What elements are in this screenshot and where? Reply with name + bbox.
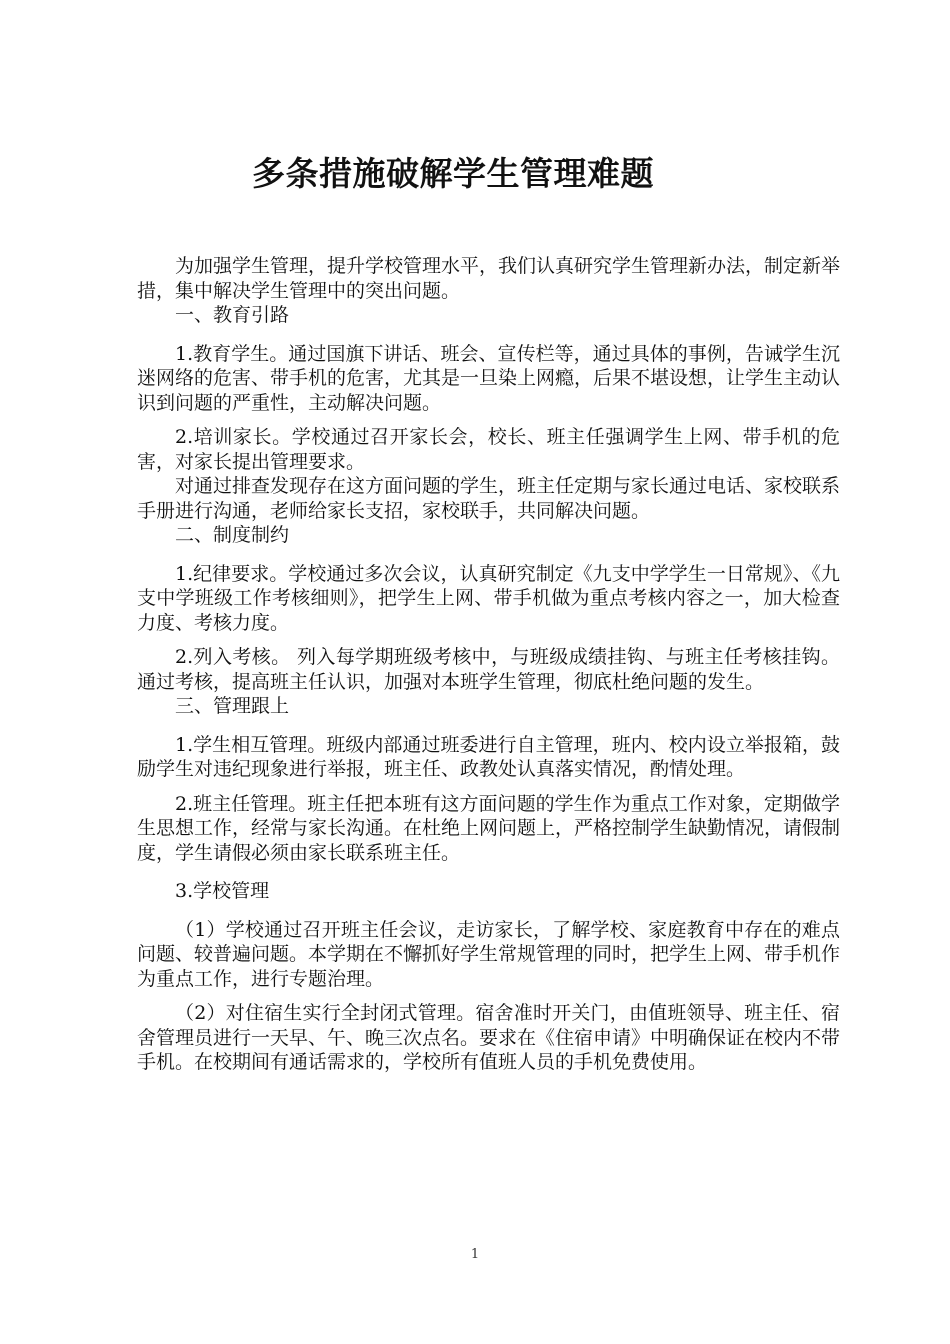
paragraph-school-management-1: （1）学校通过召开班主任会议，走访家长，了解学校、家庭教育中存在的难点问题、较普遍问题。本学期在不懈抓好学生常规管理的同时，把学生上网、带手机作为重点工作，进行专题治理。 — [137, 918, 841, 990]
page-number: 1 — [470, 1247, 480, 1262]
section-heading-3: 三、管理跟上 — [175, 695, 290, 717]
intro-paragraph: 为加强学生管理，提升学校管理水平，我们认真研究学生管理新办法，制定新举措，集中解决学生管理中的突出问题。 — [137, 255, 841, 302]
paragraph-assessment: 2.列入考核。 列入每学期班级考核中，与班级成绩挂钩、与班主任考核挂钩。通过考核，提高班主任认识，加强对本班学生管理，彻底杜绝问题的发生。 — [137, 646, 840, 693]
section-heading-2: 二、制度制约 — [175, 524, 290, 546]
paragraph-parent-communication: 对通过排查发现存在这方面问题的学生，班主任定期与家长通过电话、家校联系手册进行沟通，老师给家长支招，家校联手，共同解决问题。 — [137, 475, 841, 522]
paragraph-train-parents: 2.培训家长。学校通过召开家长会，校长、班主任强调学生上网、带手机的危害，对家长提出管理要求。 — [137, 426, 840, 473]
document-body — [137, 254, 840, 1075]
paragraph-student-management: 1.学生相互管理。班级内部通过班委进行自主管理，班内、校内设立举报箱，鼓励学生对违纪现象进行举报，班主任、政教处认真落实情况，酌情处理。 — [137, 733, 840, 780]
section-heading-1: 一、教育引路 — [175, 304, 290, 326]
paragraph-school-management-2: （2）对住宿生实行全封闭式管理。宿舍准时开关门，由值班领导、班主任、宿舍管理员进行一天早、午、晚三次点名。要求在《住宿申请》中明确保证在校内不带手机。在校期间有通话需求的，学校所有值班人员的手机免费使用。 — [137, 1002, 841, 1073]
paragraph-teacher-management: 2.班主任管理。班主任把本班有这方面问题的学生作为重点工作对象，定期做学生思想工作，经常与家长沟通。在杜绝上网问题上，严格控制学生缺勤情况，请假制度，学生请假必须由家长联系班主任。 — [137, 792, 841, 864]
paragraph-school-management: 3.学校管理 — [175, 880, 270, 902]
paragraph-educate-students: 1.教育学生。通过国旗下讲话、班会、宣传栏等，通过具体的事例，告诫学生沉迷网络的危害、带手机的危害，尤其是一旦染上网瘾，后果不堪设想，让学生主动认识到问题的严重性，主动解决问题。 — [137, 342, 841, 414]
document-title: 多条措施破解学生管理难题 — [252, 154, 654, 193]
paragraph-discipline: 1.纪律要求。学校通过多次会议，认真研究制定《九支中学学生一日常规》、《九支中学班级工作考核细则》，把学生上网、带手机做为重点考核内容之一，加大检查力度、考核力度。 — [137, 562, 840, 634]
